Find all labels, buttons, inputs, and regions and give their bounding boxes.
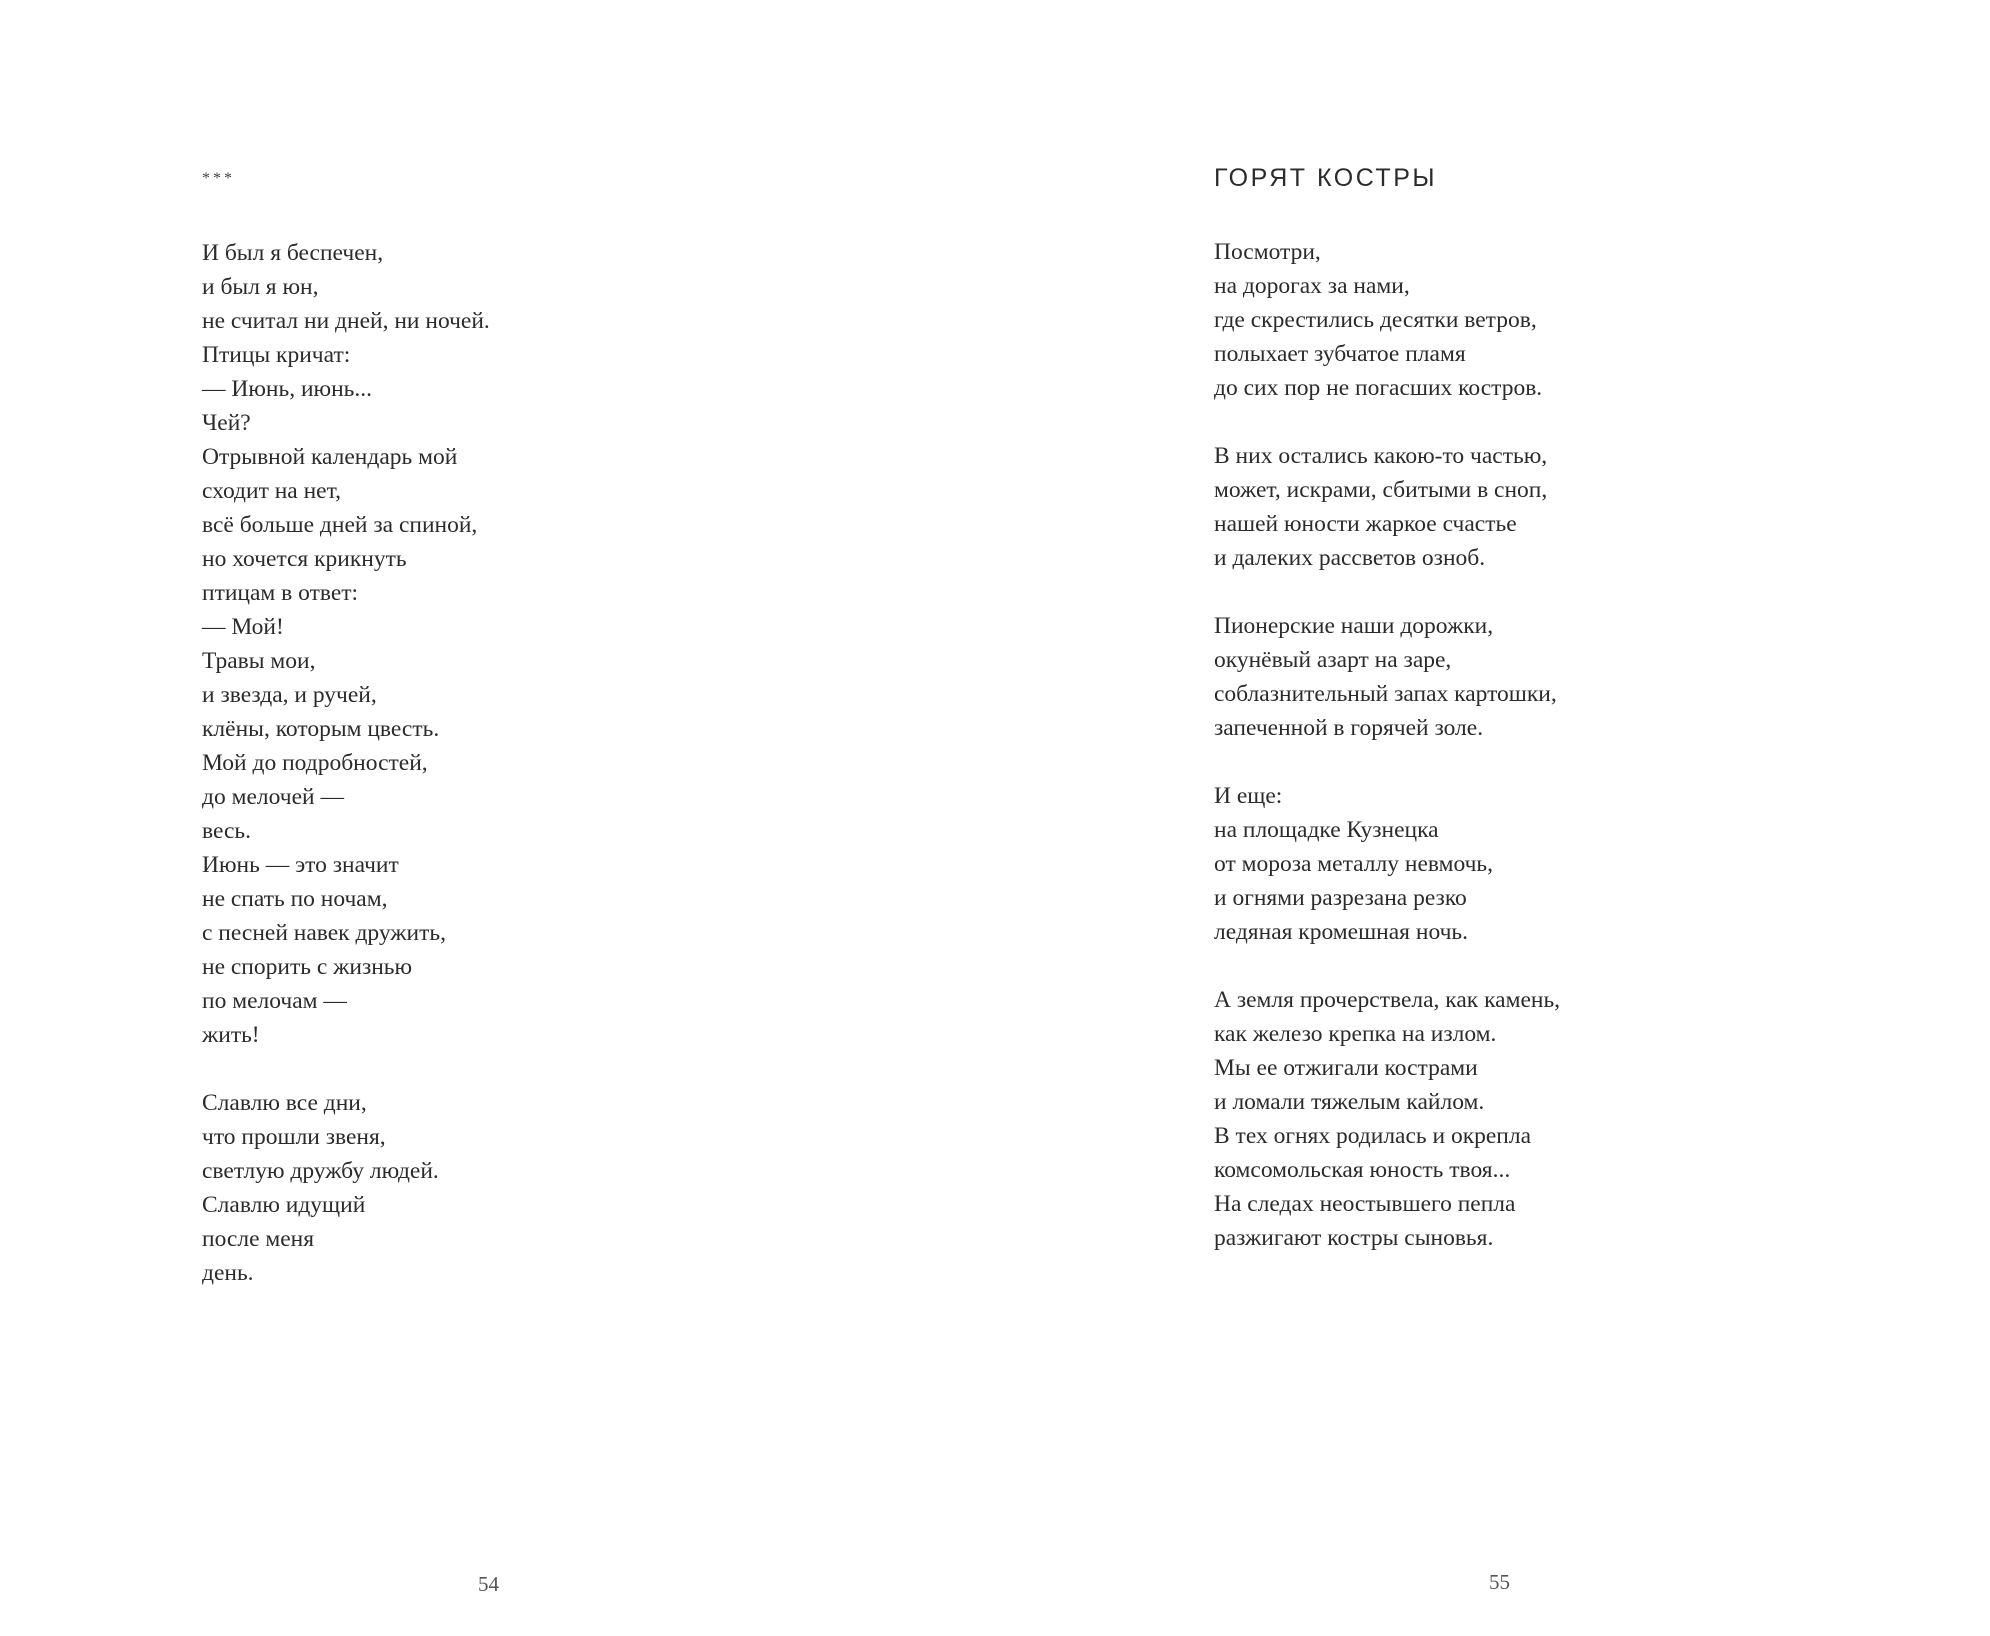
stanza [1214, 609, 1560, 745]
poem-line: Июнь — это значит [202, 852, 399, 878]
poem-line: соблазнительный запах картошки, [1214, 681, 1557, 707]
poem-line: не спать по ночам, [202, 886, 388, 912]
poem-line: В тех огнях родилась и окрепла [1214, 1123, 1532, 1149]
poem-line: нашей юности жаркое счастье [1214, 511, 1517, 537]
stanza [1214, 235, 1560, 405]
poem-line: Славлю все дни, [202, 1090, 367, 1116]
stanza [202, 1086, 490, 1290]
page-number: 55 [1489, 1570, 1510, 1594]
poem-line: и был я юн, [202, 274, 319, 300]
page-number: 54 [478, 1572, 499, 1596]
stanza [202, 236, 490, 1052]
poem-line: с песней навек дружить, [202, 920, 446, 946]
poem-line: может, искрами, сбитыми в сноп, [1214, 477, 1548, 503]
poem-line: всё больше дней за спиной, [202, 512, 478, 538]
poem-line: Мой до подробностей, [202, 750, 428, 776]
poem-line: и огнями разрезана резко [1214, 885, 1467, 911]
poem-line: на площадке Кузнецка [1214, 817, 1439, 843]
poem-line: И был я беспечен, [202, 240, 384, 266]
poem-line: день. [202, 1260, 254, 1286]
poem-line: где скрестились десятки ветров, [1214, 307, 1537, 333]
poem-line: ледяная кромешная ночь. [1214, 919, 1468, 945]
poem-line: клёны, которым цвесть. [202, 716, 440, 742]
poem-line: Пионерские наши дорожки, [1214, 613, 1494, 639]
poem-title: ГОРЯТ КОСТРЫ [1214, 164, 1438, 192]
stanza [1214, 983, 1560, 1255]
poem-line: и далеких рассветов озноб. [1214, 545, 1486, 571]
poem-line: что прошли звеня, [202, 1124, 386, 1150]
poem-line: не считал ни дней, ни ночей. [202, 308, 490, 334]
poem-line: Чей? [202, 410, 251, 436]
poem-line: окунёвый азарт на заре, [1214, 647, 1452, 673]
poem-separator: *** [202, 170, 235, 187]
left-poem [202, 236, 490, 1290]
poem-line: Травы мои, [202, 648, 316, 674]
poem-line: от мороза металлу невмочь, [1214, 851, 1493, 877]
right-page [995, 0, 1990, 1636]
poem-line: по мелочам — [202, 988, 347, 1014]
poem-line: А земля прочерствела, как камень, [1214, 987, 1561, 1013]
poem-line: на дорогах за нами, [1214, 273, 1410, 299]
poem-line: На следах неостывшего пепла [1214, 1191, 1516, 1217]
poem-line: жить! [202, 1022, 260, 1048]
stanza [1214, 439, 1560, 575]
poem-line: и ломали тяжелым кайлом. [1214, 1089, 1485, 1115]
poem-line: но хочется крикнуть [202, 546, 407, 572]
poem-line: Мы ее отжигали кострами [1214, 1055, 1478, 1081]
poem-line: — Мой! [202, 614, 284, 640]
poem-line: как железо крепка на излом. [1214, 1021, 1497, 1047]
poem-line: И еще: [1214, 783, 1283, 809]
poem-line: до мелочей — [202, 784, 344, 810]
poem-line: и звезда, и ручей, [202, 682, 377, 708]
poem-line: до сих пор не погасших костров. [1214, 375, 1543, 401]
poem-line: после меня [202, 1226, 315, 1252]
poem-line: — Июнь, июнь... [202, 376, 372, 402]
poem-line: Отрывной календарь мой [202, 444, 458, 470]
poem-line: птицам в ответ: [202, 580, 359, 606]
poem-line: сходит на нет, [202, 478, 341, 504]
right-poem [1214, 235, 1560, 1255]
poem-line: весь. [202, 818, 251, 844]
poem-line: не спорить с жизнью [202, 954, 413, 980]
poem-line: светлую дружбу людей. [202, 1158, 439, 1184]
poem-line: запеченной в горячей золе. [1214, 715, 1484, 741]
stanza [1214, 779, 1560, 949]
poem-line: комсомольская юность твоя... [1214, 1157, 1511, 1183]
poem-line: Славлю идущий [202, 1192, 366, 1218]
poem-line: Птицы кричат: [202, 342, 351, 368]
poem-line: полыхает зубчатое пламя [1214, 341, 1466, 367]
poem-line: В них остались какою-то частью, [1214, 443, 1548, 469]
poem-line: разжигают костры сыновья. [1214, 1225, 1494, 1251]
poem-line: Посмотри, [1214, 239, 1321, 265]
